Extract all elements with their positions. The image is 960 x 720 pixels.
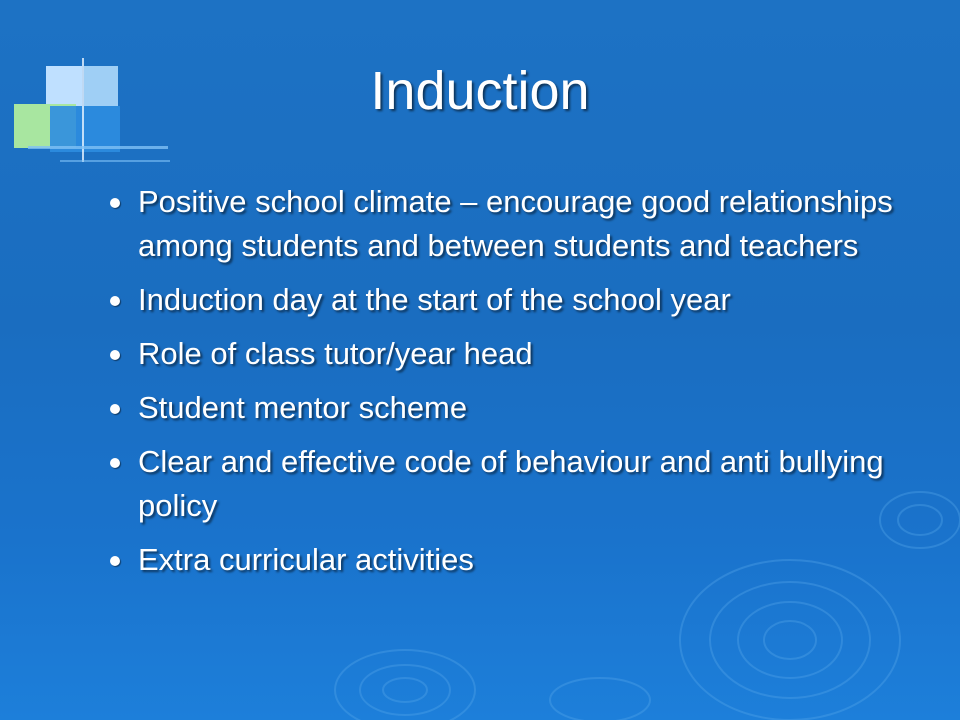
bullet-item [104,440,924,528]
bullet-dot-icon [110,350,120,360]
slide-title: Induction [370,61,590,121]
bullet-item [104,538,924,582]
bullet-dot-icon [110,296,120,306]
bullet-item [104,386,924,430]
bullet-text: Role of class tutor/year head [138,336,533,371]
bullet-text: Clear and effective code of behaviour and anti bullying policy [138,444,884,523]
bullet-dot-icon [110,458,120,468]
bullet-item [104,278,924,322]
bullet-text: Induction day at the start of the school year [138,282,731,317]
bullet-item [104,332,924,376]
bullet-dot-icon [110,556,120,566]
bullet-item [104,180,924,268]
bullet-text: Positive school climate – encourage good relationships among students and between students and teachers [138,184,893,263]
bullet-text: Student mentor scheme [138,390,468,425]
bullet-dot-icon [110,198,120,208]
bullet-list [104,180,924,592]
bullet-text: Extra curricular activities [138,542,474,577]
bullet-dot-icon [110,404,120,414]
